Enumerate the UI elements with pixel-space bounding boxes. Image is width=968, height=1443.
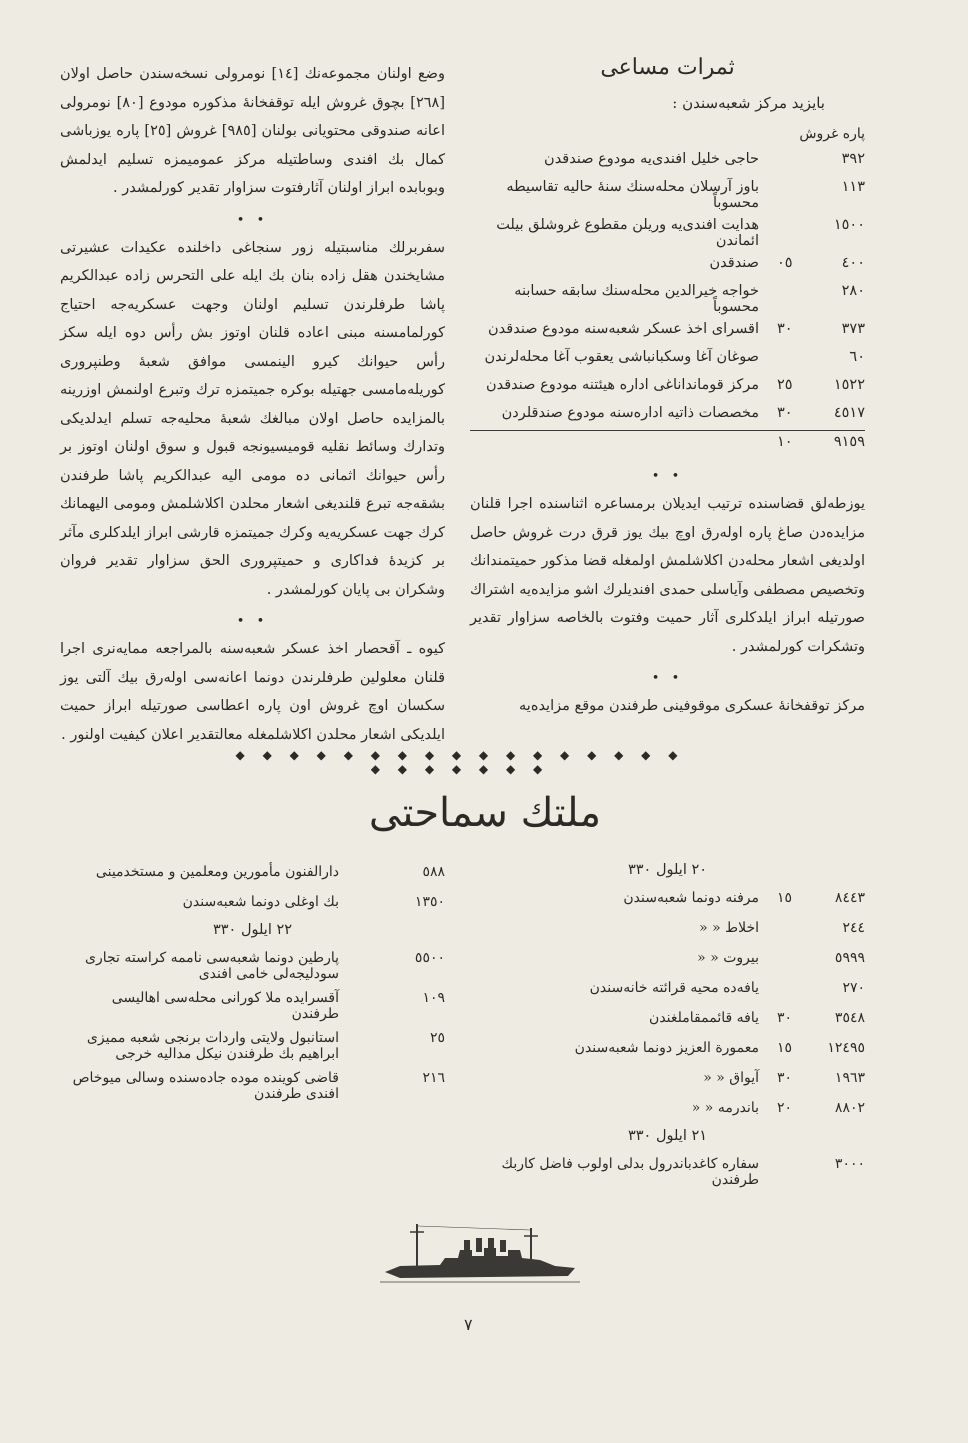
diamond-divider: ◆ ◆ ◆ ◆ ◆ ◆ ◆ ◆ ◆ ◆ ◆ ◆ ◆ ◆ ◆ ◆ ◆ ◆ ◆ ◆ ◆ ◆ ◆ ◆ (235, 748, 685, 776)
donor-description: مخصصات ذاتيه اداره‌سنه مودوع صندقلردن (501, 405, 759, 421)
amount-kurus: ٢٥ (429, 1030, 445, 1046)
amount-kurus: ٥٨٨ (422, 864, 445, 880)
ledger-row (470, 318, 865, 346)
date-line: ٢١ ايلول ٣٣٠ (627, 1128, 708, 1144)
column-header-kurus: غروش (799, 126, 839, 142)
amount-kurus: ١٥٠٠ (833, 217, 865, 233)
amount-para (777, 916, 803, 946)
donor-description: آقسرايده ملا كورانی محله‌سی اهاليسی طرفندن (111, 990, 339, 1022)
amount-para (777, 148, 803, 176)
amount-para (357, 986, 383, 1026)
ledger-row (60, 890, 445, 920)
donor-description: اخلاط « « (699, 920, 759, 936)
ledger-row (470, 916, 865, 946)
donor-description: اقسرای اخذ عسكر شعبه‌سنه مودوع صندقدن (488, 321, 759, 337)
date-line: ٢٢ ايلول ٣٣٠ (212, 922, 293, 938)
donor-description: قاضی كوينده موده جاده‌سنده وسالی ميوخاص افندی طرفندن (72, 1070, 339, 1102)
amount-para (777, 176, 803, 214)
amount-kurus: ٨٤٤٣ (834, 890, 865, 906)
section-separator: • • (236, 614, 269, 629)
ledger-row (60, 1066, 445, 1106)
ledger-row (470, 946, 865, 976)
ledger-row (470, 886, 865, 916)
amount-kurus: ٢٧٠ (842, 980, 865, 996)
ledger-row (470, 1066, 865, 1096)
ledger-row (470, 148, 865, 176)
amount-para (777, 214, 803, 252)
amount-kurus: ٤٥١٧ (833, 405, 865, 421)
amount-kurus: ٢١٦ (422, 1070, 445, 1086)
section-separator: • • (651, 469, 684, 484)
section-subtitle: بايزيد مركز شعبه‌سندن : (672, 94, 825, 112)
ledger-row (470, 1036, 865, 1066)
ledger-row (470, 346, 865, 374)
donor-description: استانبول ولايتی واردات برنجی شعبه مميزی ابراهيم بك طرفندن نيكل مداليه خرجی (86, 1030, 339, 1062)
ledger-row (470, 402, 865, 431)
ledger-row (470, 374, 865, 402)
amount-para: ٣٠ (777, 321, 793, 337)
paragraph-zor: سفربرلك مناسبتيله زور سنجاغی داخلنده عكيدات عشيرتی مشايخندن هقل زاده بنان بك ايله علی التحرس زاده عبدالكريم پاشا طرفلرندن تسليم اولنان وجهت عسكريه‌جه احتياج كورلمامسنه مبنی اعاده قلنان اوتوز بش رأس دوه ايله سكز رأس حيوانك كيرو الينمسی موافق شعبهٔ وطنپروری كوريله‌مامسی جهتيله بوكره جميتمزه ترك وتبرع اولنمش اوزرينه بالمزايده حاصل اولان مبالغك شعبهٔ محليه‌جه تسلم ايدلديكی وتدارك وسائط نقليه قوميسيونجه قبول و سوق اولنان اوتوز بر رأس حيوانك اثمانی ده مومی اليه عبدالكريم پاشا طرفندن بشقه‌جه تبرع قلنديغی اشعار محلدن اكلاشلمش ومومی اليهمانك كرك جهت عسكريه‌يه وكرك جميتمزه قارشی ابراز ايلدكلری مآثر بر كزيدهٔ فداكاری و حميتپروری الحق سزاوار تقدير فروان وشكران بی پايان كورلمشدر . (60, 239, 445, 598)
amount-para (777, 1152, 803, 1192)
donor-description: سفاره كاغدباندرول بدلی اولوب فاضل كاربك طرفندن (501, 1156, 759, 1188)
amount-kurus: ٥٩٩٩ (834, 950, 865, 966)
donor-description: حاجی خليل افندی‌يه مودوع صندقدن (544, 151, 759, 167)
ledger-row (470, 252, 865, 280)
right-column (470, 55, 865, 721)
amount-para (357, 860, 383, 890)
donor-description: معمورة العزيز دونما شعبه‌سندن (574, 1040, 759, 1056)
amount-para: ٣٠ (777, 405, 793, 421)
amount-kurus: ١٣٥٠ (414, 894, 445, 910)
donor-description: بيروت « « (697, 950, 759, 966)
donor-description: باوز آرسلان محله‌سنك سنه‌ٔ حاليه تقاسيطه محسوباً (506, 179, 759, 211)
amount-kurus: ٢٨٠ (841, 283, 865, 299)
amount-kurus: ٦٠ (849, 349, 865, 365)
amount-kurus: ٣٠٠٠ (834, 1156, 865, 1172)
amount-kurus: ٤٠٠ (841, 255, 865, 271)
amount-kurus: ٨٨٠٢ (834, 1100, 865, 1116)
amount-para: ١٥ (777, 1040, 793, 1056)
amount-para: ٠٥ (777, 255, 793, 271)
paragraph-prison: مركز توقفخانهٔ عسكری موقوفينی طرفندن موقع مزايده‌يه (519, 698, 865, 714)
ledger-row (470, 1096, 865, 1126)
ledger-total-row (470, 431, 865, 460)
amount-kurus: ٣٧٣ (841, 321, 865, 337)
amount-kurus: ١٩٦٣ (834, 1070, 865, 1086)
ledger-row (60, 860, 445, 890)
donor-description: بك اوغلی دونما شعبه‌سندن (182, 894, 339, 910)
date-line: ٢٠ ايلول ٣٣٠ (627, 862, 708, 878)
ledger-row (470, 280, 865, 318)
bottom-right-ledger (470, 860, 865, 1192)
amount-kurus: ١٢٤٩٥ (827, 1040, 865, 1056)
amount-para: ٣٠ (777, 1070, 793, 1086)
ledger-row (470, 214, 865, 252)
donor-description: خواجه خيرالدين محله‌سنك سابقه حسابنه محسوباً (514, 283, 759, 315)
ledger-row (60, 946, 445, 986)
amount-kurus: ١٠٩ (422, 990, 445, 1006)
donor-description: صندقدن (709, 255, 759, 271)
donor-description: دارالفنون مأمورين ومعلمين و مستخدمينی (95, 864, 339, 880)
ledger-row (470, 1152, 865, 1192)
section-separator: • • (236, 212, 269, 228)
main-heading: ملتك سماحتی (368, 790, 602, 836)
donation-ledger (470, 148, 865, 459)
ledger-row (470, 176, 865, 214)
amount-para: ٢٠ (777, 1100, 793, 1116)
battleship-icon (380, 1210, 580, 1290)
donor-description: يافه قائممقاملغندن (649, 1010, 759, 1026)
total-para: ١٠ (777, 431, 803, 460)
donor-description: صوغان آغا وسكبانباشی يعقوب آغا محله‌لرندن (484, 349, 759, 365)
ledger-row (470, 1006, 865, 1036)
amount-para (777, 946, 803, 976)
amount-kurus: ٥٥٠٠ (414, 950, 445, 966)
amount-para (357, 1066, 383, 1106)
amount-para: ٢٥ (777, 377, 793, 393)
amount-para (357, 890, 383, 920)
paragraph-geyve: كيوه ـ آقحصار اخذ عسكر شعبه‌سنه بالمراجعه ممايه‌نری اجرا قلنان معلولين طرفلرندن دونما اعانه‌سی اوله‌رق بيك آلتی يوز سكسان اوچ غروش اون پاره اعطاسی صورتيله ابراز حميت ايلديكی اشعار محلدن اكلاشلمغله معالتقدير اعلان كيفيت اولنور . (60, 641, 445, 743)
amount-para (777, 346, 803, 374)
donor-description: هدايت افندی‌يه وريلن مقطوع غروشلق بيلت ائماندن (496, 217, 759, 249)
amount-para (777, 976, 803, 1006)
donor-description: يافه‌ده محيه قرائته خانه‌سندن (589, 980, 759, 996)
paragraph-yozgat: يوزطه‌لق قضاسنده ترتيب ايديلان برمساعره اثناسنده اجرا قلنان مزايده‌دن صاغ پاره اوله‌رق اوچ بيك يوز قرق درت غروش حاصل اولديغی اشعار محله‌دن اكلاشلمش اولمغله قضا مذكور حميتمندانك وتخصيص مصطفی وآياسلی حمدی افنديلرك اشو مزايده‌يه اشتراك صورتيله ابراز ايلدكلری آثار حميت وفتوت بالخاصه سزاوار تقدير وتشكرات كورلمشدر . (470, 496, 865, 655)
amount-kurus: ١٥٢٢ (833, 377, 865, 393)
donor-description: مرفنه دونما شعبه‌سندن (623, 890, 759, 906)
amount-para: ١٥ (777, 890, 793, 906)
donor-description: باندرمه « « (691, 1100, 759, 1116)
donor-description: آيواق « « (703, 1070, 759, 1086)
ledger-row (60, 986, 445, 1026)
paragraph-continuation: وضع اولنان مجموعه‌نك [١٤] نومرولی نسخه‌سندن حاصل اولان [٢٦٨] بچوق غروش ايله توقفخانهٔ مذكوره مودوع [٨٠] نومرولی اعانه صندوقی محتويانی بولنان [٩٨٥] غروش [٢٥] پاره يوزباشی كمال بك افندی وساطتيله مركز عموميمزه تسليم ايدلمش وبوبابده ابراز اولنان آثارفتوت سزاوار تقدير كورلمشدر . (60, 66, 445, 196)
amount-kurus: ٣٩٢ (841, 151, 865, 167)
section-separator: • • (651, 671, 684, 686)
total-kurus: ٩١٥٩ (803, 431, 865, 460)
ledger-row (60, 1026, 445, 1066)
amount-kurus: ٢٤٤ (842, 920, 865, 936)
bottom-left-ledger (60, 860, 445, 1106)
column-header-para: پاره (842, 126, 865, 142)
section-title: ثمرات مساعی (600, 55, 735, 80)
donor-description: مركز قومانداناغی اداره هيئتنه مودوع صندقدن (485, 377, 759, 393)
amount-para (357, 1026, 383, 1066)
amount-kurus: ٣٥٤٨ (834, 1010, 865, 1026)
amount-kurus: ١١٣ (841, 179, 865, 195)
donor-description: پارطين دونما شعبه‌سی ناممه كراسته تجاری سودليجه‌لی خامی افندی (85, 950, 339, 982)
page-number: ٧ (464, 1315, 473, 1334)
ledger-row (470, 976, 865, 1006)
amount-para (777, 280, 803, 318)
amount-para: ٣٠ (777, 1010, 793, 1026)
amount-para (357, 946, 383, 986)
left-column (60, 60, 445, 749)
column-header (470, 126, 865, 142)
